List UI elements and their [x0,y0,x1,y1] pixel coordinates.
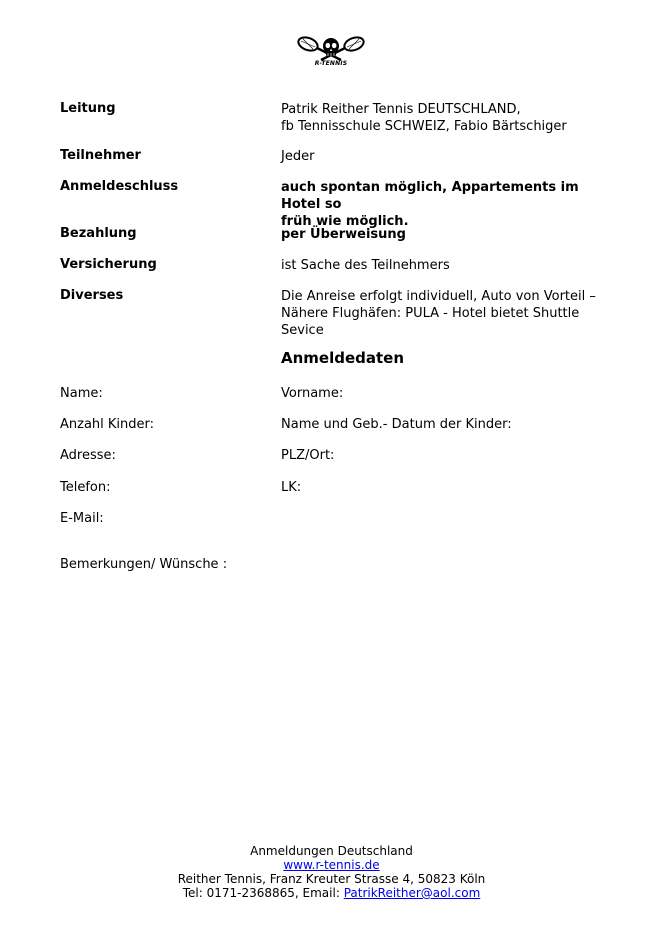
form-label-lk: LK: [281,480,302,495]
form-label-email: E-Mail: [60,511,104,526]
row-value [281,101,611,135]
row-label: Teilnehmer [60,148,141,163]
form-label-anzahl-kinder: Anzahl Kinder: [60,417,155,432]
website-link[interactable]: www.r-tennis.de [283,858,380,872]
row-value-line: Nähere Flughäfen: PULA - Hotel bietet Shuttle Sevice [281,306,580,338]
form-label-telefon: Telefon: [60,480,111,495]
footer-contact [0,886,663,900]
row-value-line: Jeder [281,149,315,164]
row-value [281,226,611,243]
footer-address: Reither Tennis, Franz Kreuter Strasse 4, 50823 Köln [177,872,486,886]
logo [295,36,367,72]
email-link[interactable]: PatrikReither@aol.com [343,886,481,900]
form-label-adresse: Adresse: [60,448,116,463]
row-value [281,179,611,230]
row-value [281,148,611,165]
row-label: Diverses [60,288,124,303]
row-value-line: ist Sache des Teilnehmers [281,258,450,273]
form-label-vorname: Vorname: [281,386,344,401]
row-value-line: früh wie möglich. [281,214,409,229]
footer-line1: Anmeldungen Deutschland [250,844,413,858]
footer [0,844,663,900]
footer-tel: Tel: 0171-2368865, Email: [182,886,344,900]
form-label-name: Name: [60,386,103,401]
logo-text: R-TENNIS [314,60,348,67]
row-value-line: Die Anreise erfolgt individuell, Auto von Vorteil – [281,289,596,304]
row-label: Anmeldeschluss [60,179,179,194]
row-value-line: fb Tennisschule SCHWEIZ, Fabio Bärtschiger [281,119,567,134]
form-label-bemerkungen: Bemerkungen/ Wünsche : [60,557,228,572]
section-heading: Anmeldedaten [281,349,405,367]
row-label: Bezahlung [60,226,137,241]
row-value-line: per Überweisung [281,227,406,242]
form-label-name-geb-kinder: Name und Geb.- Datum der Kinder: [281,417,512,432]
row-value [281,288,611,339]
row-label: Versicherung [60,257,157,272]
row-value-line: Patrik Reither Tennis DEUTSCHLAND, [281,102,521,117]
row-value [281,257,611,274]
row-label: Leitung [60,101,116,116]
form-label-plz-ort: PLZ/Ort: [281,448,335,463]
skull-crossed-rackets-icon [295,36,367,62]
row-value-line: auch spontan möglich, Appartements im Hotel so [281,180,579,212]
